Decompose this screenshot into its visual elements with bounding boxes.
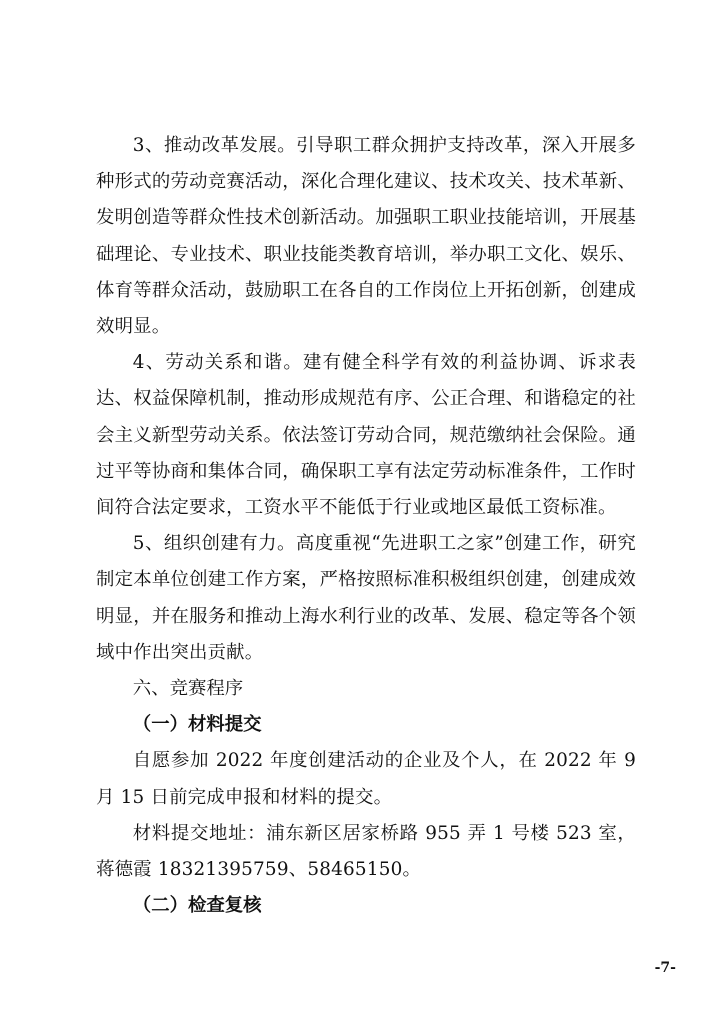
- subsection-heading-review: （二）检查复核: [132, 895, 262, 917]
- paragraph-submission-address: 材料提交地址：浦东新区居家桥路 955 弄 1 号楼 523 室，蒋德霞 18321395759、58465150。: [96, 822, 636, 881]
- document-body: [96, 128, 636, 924]
- paragraph-labor-relations: 4、劳动关系和谐。建有健全科学有效的利益协调、诉求表达、权益保障机制，推动形成规范有序、公正合理、和谐稳定的社会主义新型劳动关系。依法签订劳动合同，规范缴纳社会保险。通过平等协商和集体合同，确保职工享有法定劳动标准条件，工作时间符合法定要求，工资水平不能低于行业或地区最低工资标准。: [96, 352, 636, 519]
- subsection-heading-submission: （一）材料提交: [132, 714, 262, 736]
- paragraph-organization: 5、组织创建有力。高度重视“先进职工之家”创建工作，研究制定本单位创建工作方案，严格按照标准积极组织创建，创建成效明显，并在服务和推动上海水利行业的改革、发展、稳定等各个领域中作出突出贡献。: [96, 533, 636, 663]
- page-number: -7-: [654, 960, 676, 976]
- paragraph-reform: 3、推动改革发展。引导职工群众拥护支持改革，深入开展多种形式的劳动竞赛活动，深化合理化建议、技术攻关、技术革新、发明创造等群众性技术创新活动。加强职工职业技能培训，开展基础理论、专业技术、职业技能类教育培训，举办职工文化、娱乐、体育等群众活动，鼓励职工在各自的工作岗位上开拓创新，创建成效明显。: [96, 135, 636, 338]
- paragraph-submission-deadline: 自愿参加 2022 年度创建活动的企业及个人，在 2022 年 9 月 15 日前完成申报和材料的提交。: [96, 750, 636, 808]
- section-heading-procedure: 六、竞赛程序: [132, 678, 244, 700]
